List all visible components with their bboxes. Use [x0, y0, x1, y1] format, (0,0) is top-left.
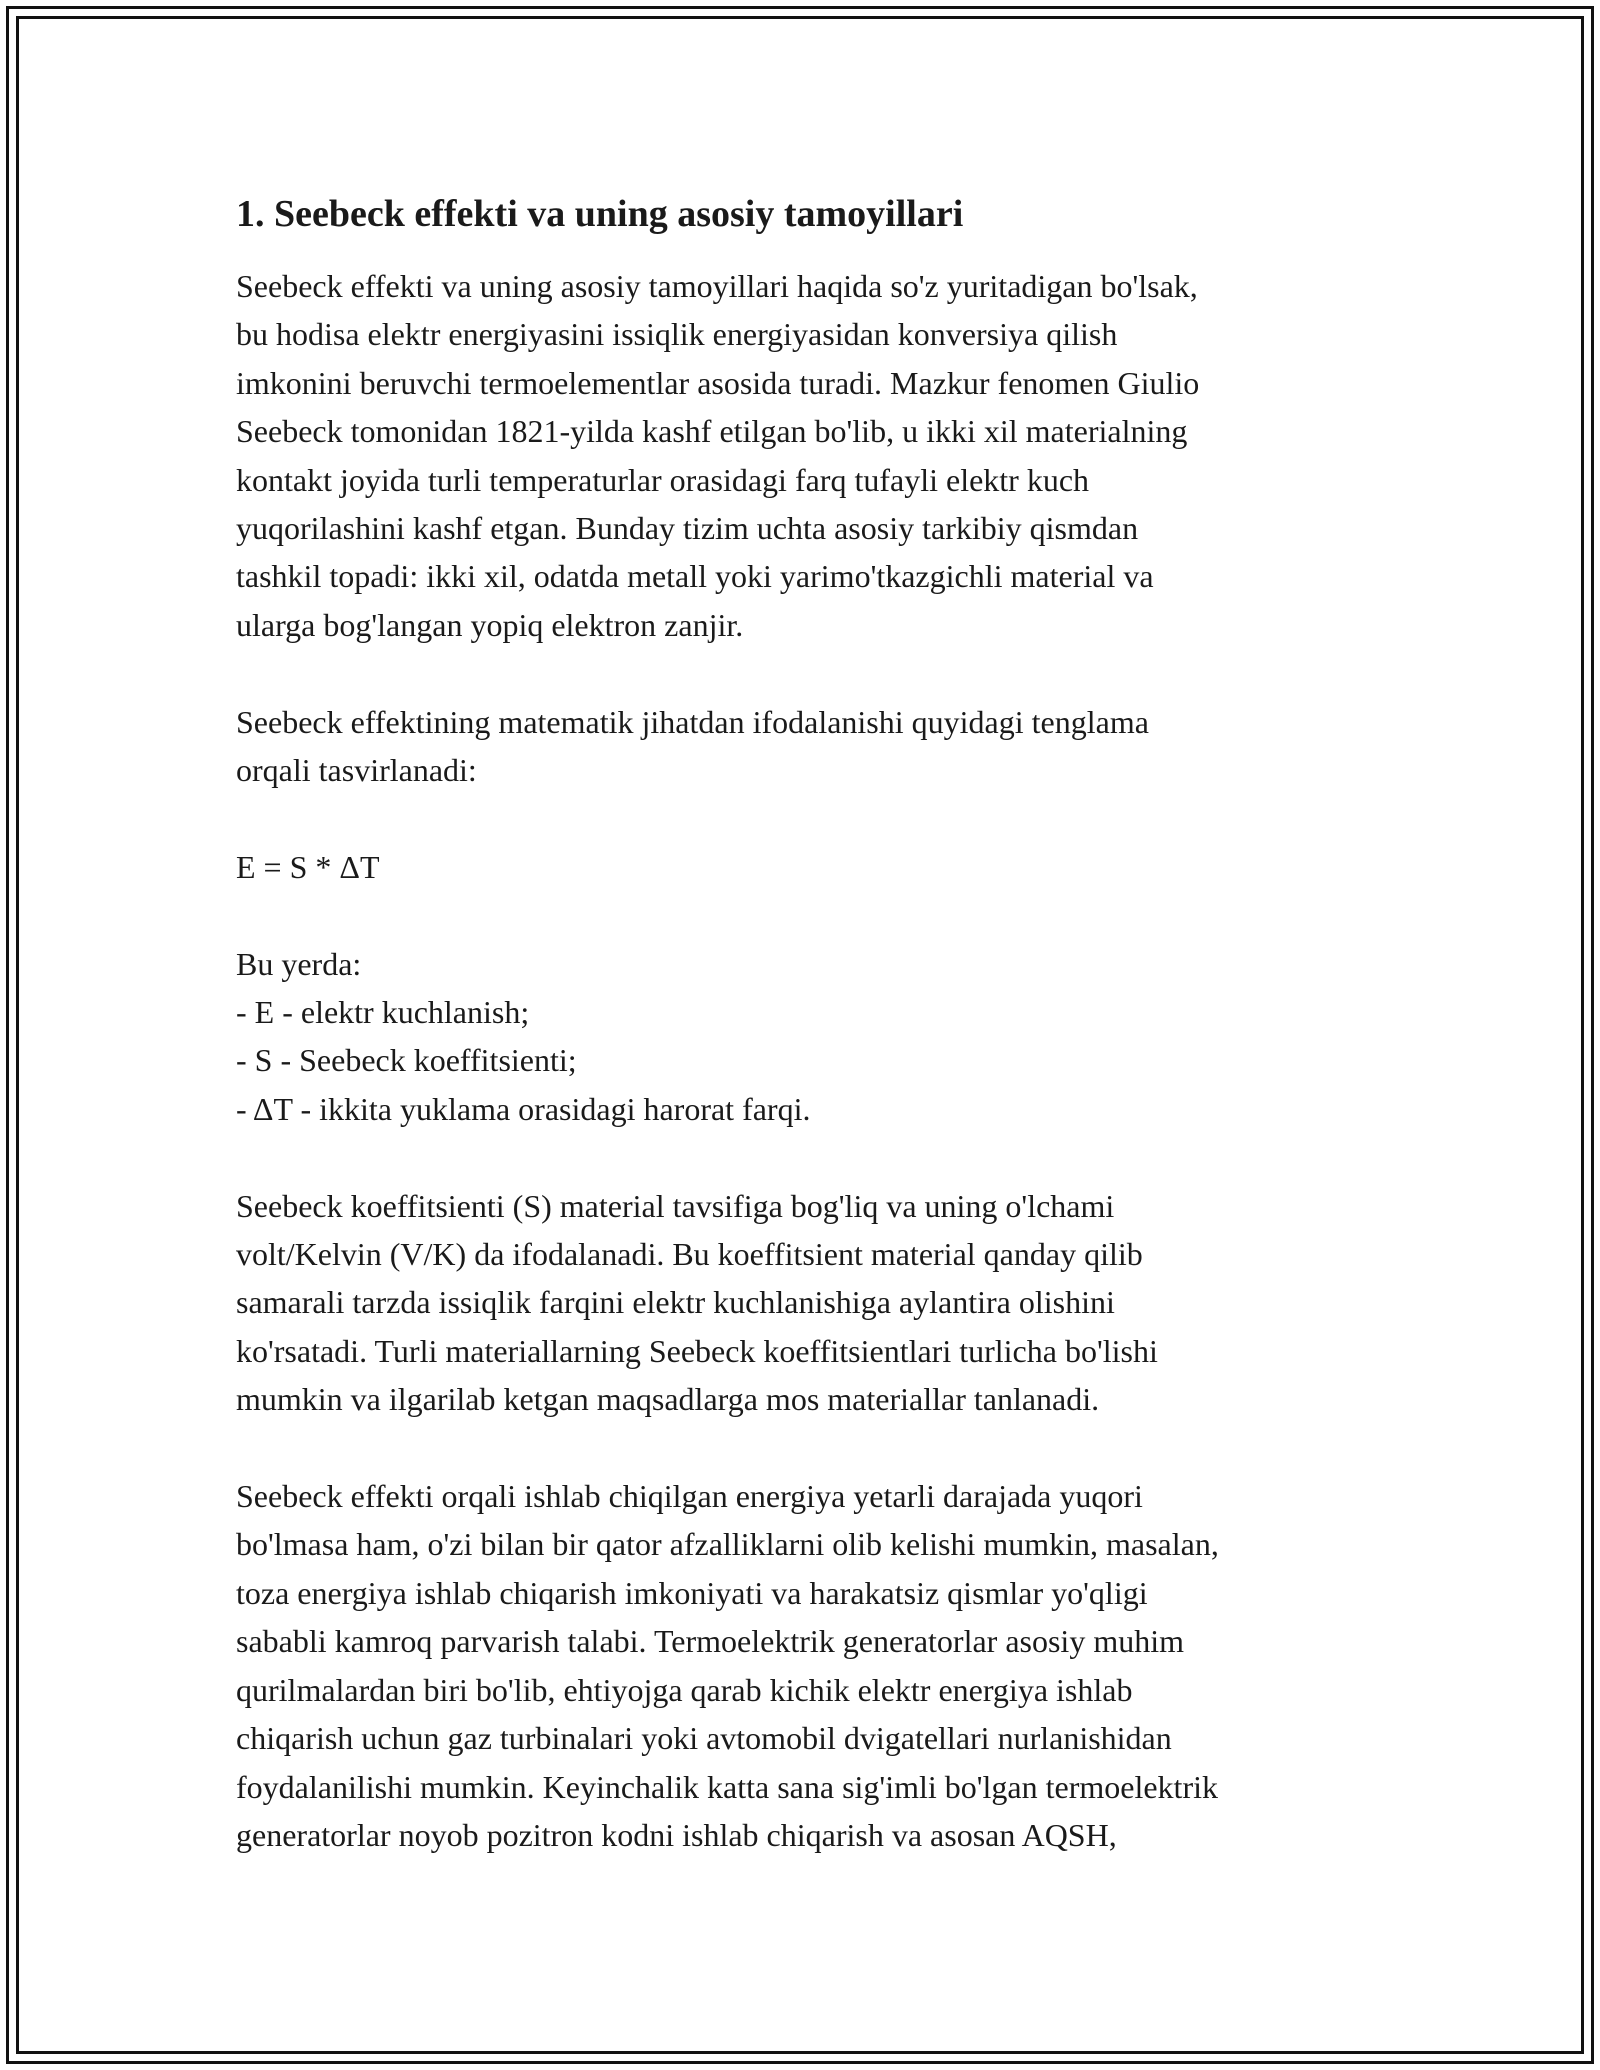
paragraph-applications — [236, 1472, 1366, 1859]
text-line: Bu yerda: — [236, 945, 362, 982]
document-body — [236, 186, 1366, 1859]
text-line: mumkin va ilgarilab ketgan maqsadlarga mos materiallar tanlanadi. — [236, 1381, 1100, 1418]
text-line: kontakt joyida turli temperaturlar orasidagi farq tufayli elektr kuch — [236, 461, 1090, 498]
list-item: - S - Seebeck koeffitsienti; — [236, 1042, 577, 1079]
list-item: - ΔT - ikkita yuklama orasidagi harorat farqi. — [236, 1090, 811, 1127]
section-heading: 1. Seebeck effekti va uning asosiy tamoyillari — [236, 193, 964, 235]
text-line: yuqorilashini kashf etgan. Bunday tizim uchta asosiy tarkibiy qismdan — [236, 510, 1139, 547]
paragraph-intro — [236, 262, 1366, 649]
text-line: ularga bog'langan yopiq elektron zanjir. — [236, 606, 744, 643]
text-line: generatorlar noyob pozitron kodni ishlab chiqarish va asosan AQSH, — [236, 1816, 1117, 1853]
text-line: Seebeck koeffitsienti (S) material tavsifiga bog'liq va uning o'lchami — [236, 1187, 1115, 1224]
text-line: chiqarish uchun gaz turbinalari yoki avtomobil dvigatellari nurlanishidan — [236, 1720, 1172, 1757]
formula-text: E = S * ΔT — [236, 848, 380, 885]
text-line: sababli kamroq parvarish talabi. Termoelektrik generatorlar asosiy muhim — [236, 1623, 1184, 1660]
text-line: Seebeck tomonidan 1821-yilda kashf etilgan bo'lib, u ikki xil materialning — [236, 413, 1188, 450]
text-line: orqali tasvirlanadi: — [236, 752, 477, 789]
formula — [236, 843, 1366, 891]
paragraph-coefficient — [236, 1182, 1366, 1424]
text-line: Seebeck effekti orqali ishlab chiqilgan energiya yetarli darajada yuqori — [236, 1478, 1143, 1515]
text-line: foydalanilishi mumkin. Keyinchalik katta sana sig'imli bo'lgan termoelektrik — [236, 1768, 1218, 1805]
text-line: ko'rsatadi. Turli materiallarning Seebeck koeffitsientlari turlicha bo'lishi — [236, 1332, 1158, 1369]
paragraph-gap — [236, 891, 1366, 939]
paragraph-gap — [236, 1133, 1366, 1181]
text-line: imkonini beruvchi termoelementlar asosida turadi. Mazkur fenomen Giulio — [236, 364, 1200, 401]
paragraph-formula-intro — [236, 698, 1366, 795]
text-line: volt/Kelvin (V/K) da ifodalanadi. Bu koeffitsient material qanday qilib — [236, 1236, 1143, 1273]
text-line: bo'lmasa ham, o'zi bilan bir qator afzalliklarni olib kelishi mumkin, masalan, — [236, 1526, 1219, 1563]
paragraph-gap — [236, 649, 1366, 697]
text-line: samarali tarzda issiqlik farqini elektr kuchlanishiga aylantira olishini — [236, 1284, 1115, 1321]
paragraph-gap — [236, 794, 1366, 842]
text-line: bu hodisa elektr energiyasini issiqlik energiyasidan konversiya qilish — [236, 316, 1118, 353]
list-item: - E - elektr kuchlanish; — [236, 994, 530, 1031]
text-line: Seebeck effekti va uning asosiy tamoyillari haqida so'z yuritadigan bo'lsak, — [236, 268, 1198, 304]
text-line: qurilmalardan biri bo'lib, ehtiyojga qarab kichik elektr energiya ishlab — [236, 1671, 1133, 1708]
text-line: Seebeck effektining matematik jihatdan ifodalanishi quyidagi tenglama — [236, 703, 1149, 740]
paragraph-gap — [236, 1424, 1366, 1472]
paragraph-definitions — [236, 940, 1366, 1134]
text-line: tashkil topadi: ikki xil, odatda metall yoki yarimo'tkazgichli material va — [236, 558, 1154, 595]
text-line: toza energiya ishlab chiqarish imkoniyati va harakatsiz qismlar yo'qligi — [236, 1574, 1148, 1611]
